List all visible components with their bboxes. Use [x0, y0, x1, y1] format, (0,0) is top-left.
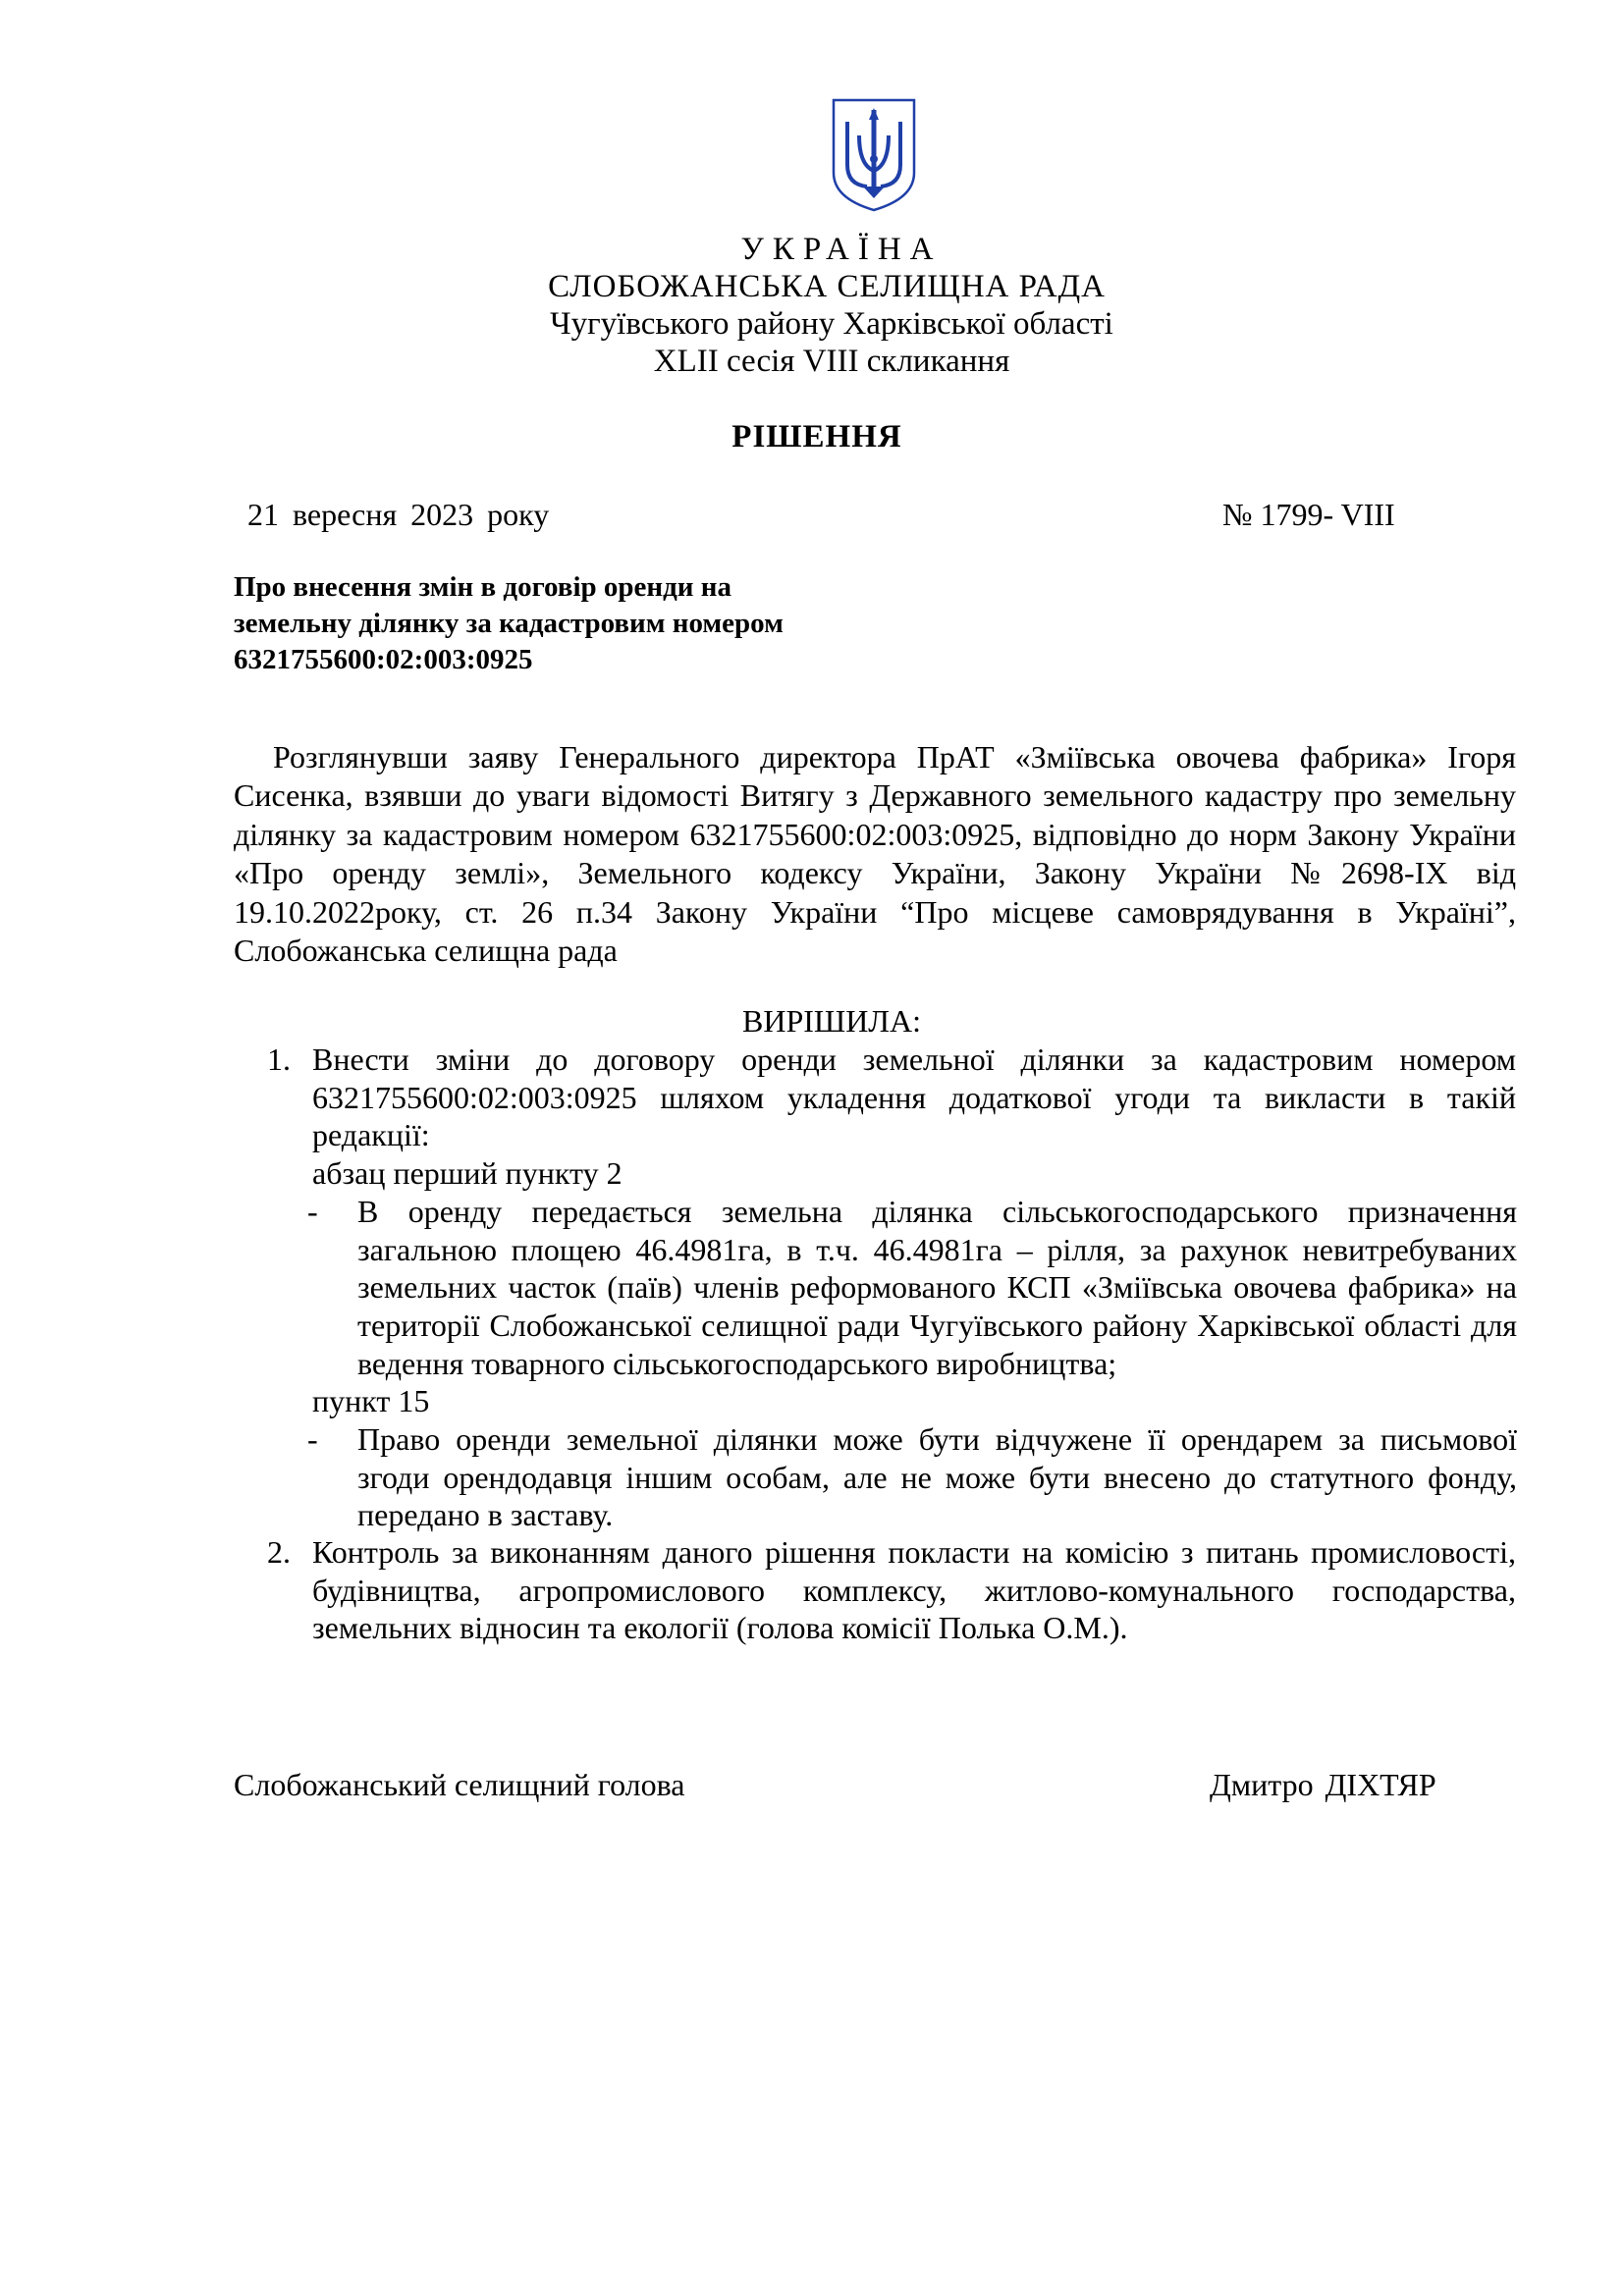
decision-number: № 1799- VIII: [1222, 497, 1395, 532]
district-name: Чугуївського району Харківської області: [550, 306, 1113, 342]
session-info: XLII сесія VIII скликання: [653, 344, 1010, 379]
list-item-text: Контроль за виконанням даного рішення покласти на комісію з питань промисловості, будівництва, агропромислового комплексу, житлово-комунального господарства, земельних відносин та екології (голова комісії Полька О.М.).: [312, 1534, 1516, 1646]
decided-heading: ВИРІШИЛА:: [742, 1003, 921, 1039]
signatory-name: Дмитро ДІХТЯР: [1210, 1767, 1436, 1802]
preamble-paragraph: Розглянувши заяву Генерального директора ПрАТ «Зміївська овочева фабрика» Ігоря Сисенка, взявши до уваги відомості Витягу з Державного земельного кадастру про земельну ділянку за кадастровим номером 6321755600:02:003:0925, відповідно до норм Закону України «Про оренду землі», Земельного кодексу України, Закону України №2698-ІХ від 19.10.2022року, ст. 26 п.34 Закону України “Про місцеве самоврядування в Україні”, Слобожанська селищна рада: [234, 739, 1516, 969]
subsection-label: абзац перший пункту 2: [312, 1155, 623, 1191]
dash-mark: -: [307, 1421, 318, 1457]
country-name: УКРАЇНА: [740, 232, 943, 267]
dash-item: [307, 1420, 1517, 1534]
list-item: [267, 1533, 1516, 1647]
list-item: [267, 1041, 1516, 1154]
dash-mark: -: [307, 1194, 318, 1229]
dash-item-text: Право оренди земельної ділянки може бути відчужене її орендарем за письмової згоди орендодавця іншим особам, але не може бути внесено до статутного фонду, передано в заставу.: [357, 1421, 1517, 1533]
signatory-title: Слобожанський селищний голова: [234, 1767, 685, 1802]
list-item-text: Внести зміни до договору оренди земельної ділянки за кадастровим номером 6321755600:02:003:0925 шляхом укладення додаткової угоди та викласти в такій редакції:: [312, 1041, 1516, 1153]
list-item-number: 1.: [267, 1041, 291, 1077]
document-type: РІШЕННЯ: [731, 419, 902, 454]
list-item-number: 2.: [267, 1534, 291, 1570]
subsection-label: пункт 15: [312, 1383, 430, 1418]
coat-of-arms-icon: [830, 96, 918, 214]
council-name: СЛОБОЖАНСЬКА СЕЛИЩНА РАДА: [548, 269, 1106, 304]
dash-item-text: В оренду передається земельна ділянка сільськогосподарського призначення загальною площею 46.4981га, в т.ч. 46.4981га – рілля, за рахунок невитребуваних земельних часток (паїв) членів реформованого КСП «Зміївська овочева фабрика» на території Слобожанської селищної ради Чугуївського району Харківської області для ведення товарного сільськогосподарського виробництва;: [357, 1194, 1517, 1381]
decision-subject: Про внесення змін в договір оренди на земельну ділянку за кадастровим номером 6321755600:02:003:0925: [234, 571, 784, 675]
dash-item: [307, 1193, 1517, 1383]
decision-date: 21 вересня 2023 року: [247, 497, 550, 532]
